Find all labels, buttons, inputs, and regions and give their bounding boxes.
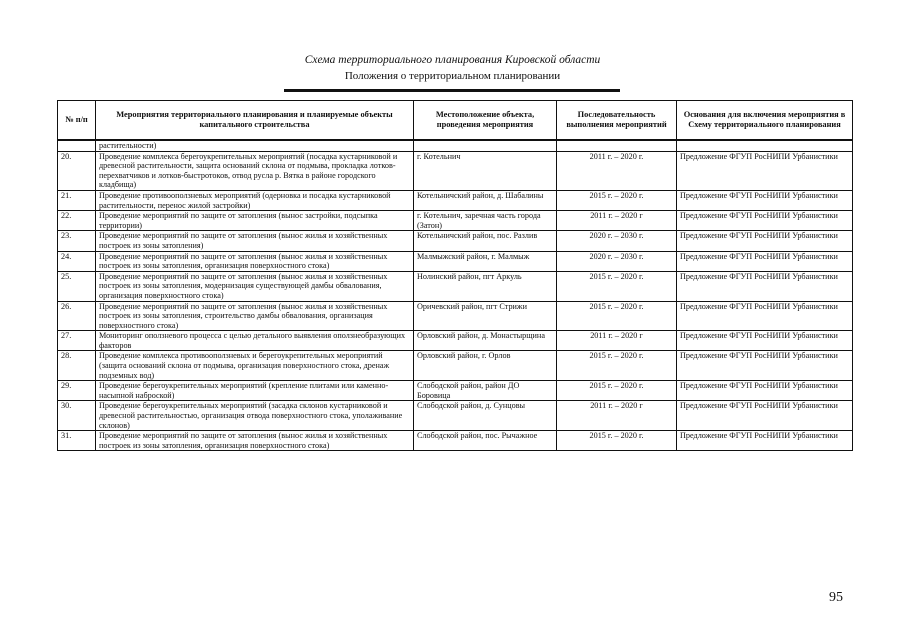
cell-event: Проведение комплекса противооползневых и берегоукрепительных мероприятий (защита оснований склона от подмыва, организация поверхностного стока, дренаж подземных вод) bbox=[96, 351, 414, 381]
table-row bbox=[58, 331, 853, 351]
cell-period: 2020 г. – 2030 г. bbox=[557, 251, 677, 271]
cell-basis: Предложение ФГУП РосНИПИ Урбанистики bbox=[677, 381, 853, 401]
cell-location: г. Котельнич, заречная часть города (Затон) bbox=[414, 211, 557, 231]
cell-period bbox=[557, 140, 677, 151]
cell-num: 24. bbox=[58, 251, 96, 271]
table-row bbox=[58, 190, 853, 210]
page-number: 95 bbox=[829, 590, 843, 605]
events-table bbox=[57, 100, 853, 451]
column-header-event: Мероприятия территориального планирования и планируемые объекты капитального строительства bbox=[96, 101, 414, 141]
table-row bbox=[58, 431, 853, 451]
cell-period: 2011 г. – 2020 г. bbox=[557, 151, 677, 190]
table-header-row bbox=[58, 101, 853, 141]
cell-period: 2015 г. – 2020 г. bbox=[557, 381, 677, 401]
cell-num: 28. bbox=[58, 351, 96, 381]
cell-num: 29. bbox=[58, 381, 96, 401]
cell-basis: Предложение ФГУП РосНИПИ Урбанистики bbox=[677, 190, 853, 210]
cell-period: 2015 г. – 2020 г. bbox=[557, 271, 677, 301]
cell-event: растительности) bbox=[96, 140, 414, 151]
table-row bbox=[58, 211, 853, 231]
cell-location: г. Котельнич bbox=[414, 151, 557, 190]
table-row bbox=[58, 401, 853, 431]
cell-num: 20. bbox=[58, 151, 96, 190]
table-row bbox=[58, 271, 853, 301]
cell-event: Проведение мероприятий по защите от затопления (вынос застройки, подсыпка территории) bbox=[96, 211, 414, 231]
table-row bbox=[58, 351, 853, 381]
cell-location: Оричевский район, пгт Стрижи bbox=[414, 301, 557, 331]
cell-num: 23. bbox=[58, 231, 96, 251]
cell-period: 2015 г. – 2020 г. bbox=[557, 190, 677, 210]
table-row bbox=[58, 381, 853, 401]
cell-location: Слободской район, район ДО Боровица bbox=[414, 381, 557, 401]
cell-num: 26. bbox=[58, 301, 96, 331]
cell-event: Проведение мероприятий по защите от затопления (вынос жилья и хозяйственных построек из зоны затопления, модернизация существующей дамбы обвалования, организация поверхностного стока) bbox=[96, 271, 414, 301]
cell-event: Проведение комплекса берегоукрепительных мероприятий (посадка кустарниковой и древесной растительности, защита оснований склона от подмыва, прокладка лотков-перехватчиков и лотков-быстротоков, отвод русла р. Вятка в районе городского кладбища) bbox=[96, 151, 414, 190]
column-header-period: Последовательность выполнения мероприятий bbox=[557, 101, 677, 141]
cell-period: 2011 г. – 2020 г bbox=[557, 331, 677, 351]
cell-basis: Предложение ФГУП РосНИПИ Урбанистики bbox=[677, 301, 853, 331]
cell-num: 21. bbox=[58, 190, 96, 210]
cell-basis: Предложение ФГУП РосНИПИ Урбанистики bbox=[677, 231, 853, 251]
cell-period: 2011 г. – 2020 г bbox=[557, 211, 677, 231]
cell-period: 2015 г. – 2020 г. bbox=[557, 431, 677, 451]
cell-basis: Предложение ФГУП РосНИПИ Урбанистики bbox=[677, 211, 853, 231]
cell-num: 25. bbox=[58, 271, 96, 301]
table-row bbox=[58, 151, 853, 190]
document-title: Схема территориального планирования Кировской области bbox=[304, 54, 601, 66]
cell-event: Мониторинг оползневого процесса с целью детального выявления оползнеобразующих факторов bbox=[96, 331, 414, 351]
table-row-continuation bbox=[58, 140, 853, 151]
cell-basis: Предложение ФГУП РосНИПИ Урбанистики bbox=[677, 271, 853, 301]
table-row bbox=[58, 251, 853, 271]
cell-basis: Предложение ФГУП РосНИПИ Урбанистики bbox=[677, 251, 853, 271]
cell-location: Котельничский район, пос. Разлив bbox=[414, 231, 557, 251]
header-rule bbox=[284, 89, 620, 92]
table-row bbox=[58, 301, 853, 331]
cell-period: 2015 г. – 2020 г. bbox=[557, 351, 677, 381]
cell-basis: Предложение ФГУП РосНИПИ Урбанистики bbox=[677, 331, 853, 351]
cell-event: Проведение мероприятий по защите от затопления (вынос жилья и хозяйственных построек из зоны затопления, строительство дамбы обвалования, организация поверхностного стока) bbox=[96, 301, 414, 331]
column-header-location: Местоположение объекта, проведения мероприятия bbox=[414, 101, 557, 141]
cell-event: Проведение берегоукрепительных мероприятий (крепление плитами или каменно-насыпной наброской) bbox=[96, 381, 414, 401]
cell-period: 2015 г. – 2020 г. bbox=[557, 301, 677, 331]
cell-num bbox=[58, 140, 96, 151]
cell-basis: Предложение ФГУП РосНИПИ Урбанистики bbox=[677, 431, 853, 451]
cell-location: Котельничский район, д. Шабалины bbox=[414, 190, 557, 210]
cell-basis bbox=[677, 140, 853, 151]
cell-location: Слободской район, д. Сунцовы bbox=[414, 401, 557, 431]
cell-basis: Предложение ФГУП РосНИПИ Урбанистики bbox=[677, 401, 853, 431]
cell-location: Нолинский район, пгт Аркуль bbox=[414, 271, 557, 301]
cell-num: 31. bbox=[58, 431, 96, 451]
column-header-num: № п/п bbox=[58, 101, 96, 141]
cell-num: 30. bbox=[58, 401, 96, 431]
cell-basis: Предложение ФГУП РосНИПИ Урбанистики bbox=[677, 151, 853, 190]
cell-event: Проведение мероприятий по защите от затопления (вынос жилья и хозяйственных построек из зоны затопления, организация поверхностного стока) bbox=[96, 431, 414, 451]
cell-num: 22. bbox=[58, 211, 96, 231]
table-row bbox=[58, 231, 853, 251]
cell-period: 2011 г. – 2020 г bbox=[557, 401, 677, 431]
cell-location bbox=[414, 140, 557, 151]
column-header-basis: Основания для включения мероприятия в Схему территориального планирования bbox=[677, 101, 853, 141]
cell-location: Орловский район, д. Монастырщина bbox=[414, 331, 557, 351]
cell-event: Проведение берегоукрепительных мероприятий (засадка склонов кустарниковой и древесной растительностью, организация отвода поверхностного стока, уполаживание склонов) bbox=[96, 401, 414, 431]
cell-num: 27. bbox=[58, 331, 96, 351]
cell-location: Орловский район, г. Орлов bbox=[414, 351, 557, 381]
cell-event: Проведение мероприятий по защите от затопления (вынос жилья и хозяйственных построек из зоны затопления, организация поверхностного стока) bbox=[96, 251, 414, 271]
cell-location: Малмыжский район, г. Малмыж bbox=[414, 251, 557, 271]
cell-location: Слободской район, пос. Рычажное bbox=[414, 431, 557, 451]
cell-basis: Предложение ФГУП РосНИПИ Урбанистики bbox=[677, 351, 853, 381]
cell-event: Проведение противооползневых мероприятий (одерновка и посадка кустарниковой растительности, перенос жилой застройки) bbox=[96, 190, 414, 210]
cell-event: Проведение мероприятий по защите от затопления (вынос жилья и хозяйственных построек из зоны затопления) bbox=[96, 231, 414, 251]
document-subtitle: Положения о территориальном планировании bbox=[344, 70, 561, 82]
cell-period: 2020 г. – 2030 г. bbox=[557, 231, 677, 251]
